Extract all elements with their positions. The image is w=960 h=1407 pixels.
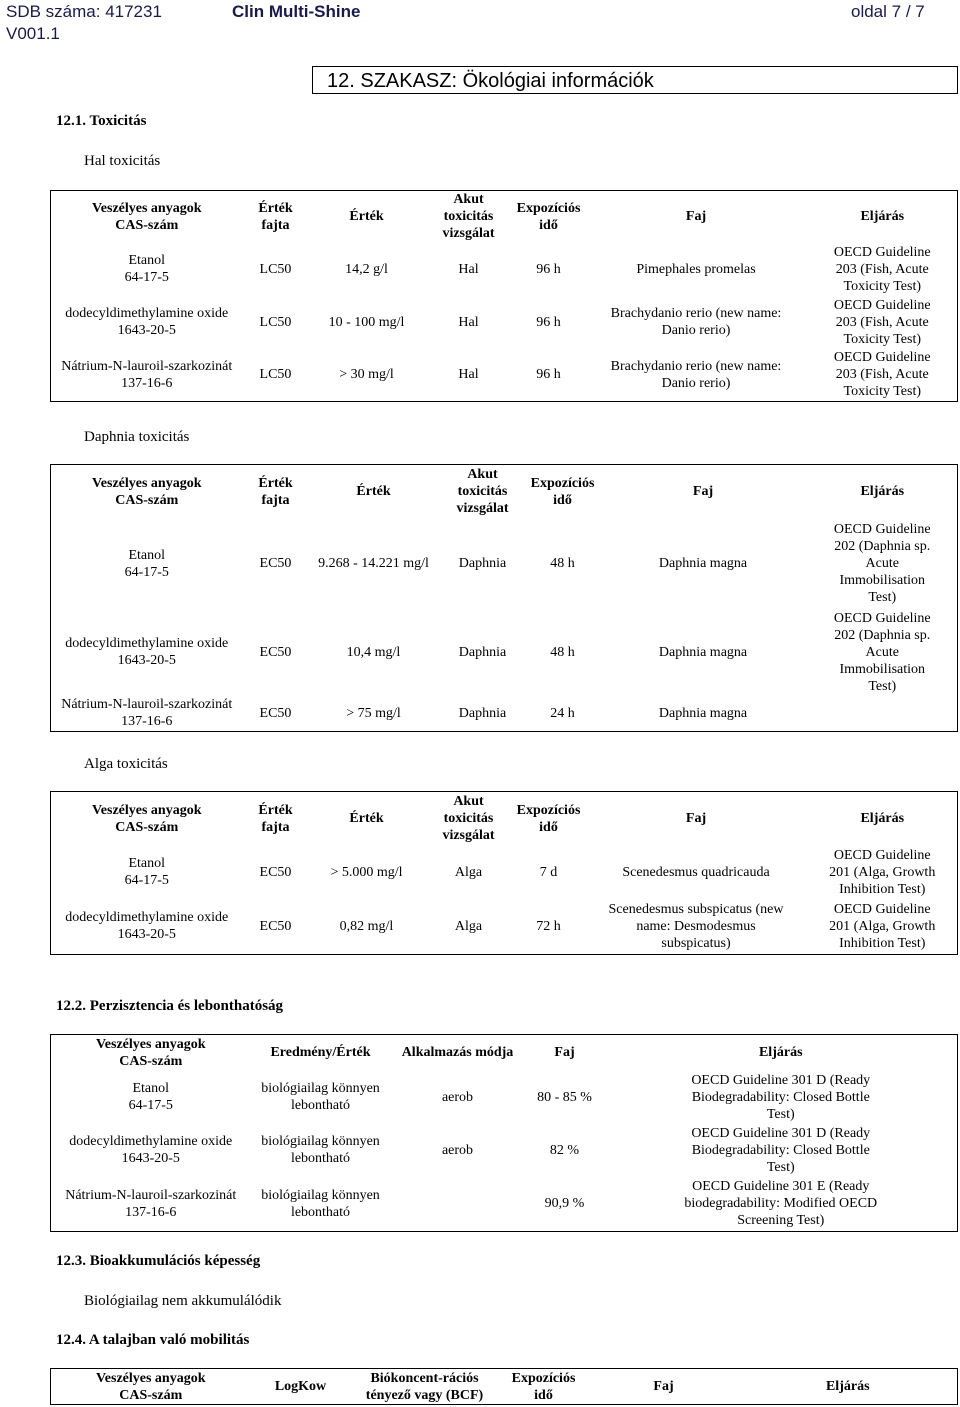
value-type-cell: LC50 (259, 314, 292, 330)
species-cell: Scenedesmus quadricauda (622, 864, 770, 880)
fish-toxicity-table (50, 190, 958, 402)
species-cell: 90,9 % (544, 1196, 585, 1212)
method-cell: OECD Guideline 203 (Fish, Acute Toxicity Test) (833, 244, 931, 294)
col-header: Faj (692, 484, 714, 500)
species-cell: Pimephales promelas (636, 261, 756, 277)
table-row (51, 243, 958, 296)
substance-cell: Nátrium-N-lauroil-szarkozinát 137-16-6 (61, 358, 233, 391)
table-row (51, 1177, 958, 1232)
product-name: Clin Multi-Shine (232, 2, 361, 21)
col-header: LogKow (274, 1379, 327, 1394)
substance-cell: Nátrium-N-lauroil-szarkozinát 137-16-6 (65, 1187, 237, 1220)
col-header: Érték fajta (258, 802, 293, 835)
col-header: Faj (685, 209, 707, 225)
version: V001.1 (6, 24, 60, 43)
test-cell: Alga (454, 918, 483, 934)
col-header: Eljárás (758, 1045, 803, 1061)
col-header: Faj (653, 1379, 674, 1394)
method-cell: OECD Guideline 301 D (Ready Biodegradability: Closed Bottle Test) (691, 1125, 871, 1175)
exposure-cell: 24 h (550, 705, 575, 721)
application-cell: aerob (441, 1089, 474, 1105)
substance-cell: dodecyldimethylamine oxide 1643-20-5 (65, 636, 229, 668)
value-type-cell: EC50 (259, 556, 292, 571)
species-cell: Daphnia magna (658, 556, 748, 571)
value-type-cell: LC50 (259, 367, 292, 383)
col-header: Eljárás (860, 209, 905, 225)
method-cell: OECD Guideline 301 E (Ready biodegradability: Modified OECD Screening Test) (684, 1179, 878, 1229)
method-cell: OECD Guideline 203 (Fish, Acute Toxicity Test) (833, 297, 931, 347)
section-banner: 12. SZAKASZ: Ökológiai információk (312, 66, 958, 94)
species-cell: Brachydanio rerio (new name: Danio rerio) (610, 358, 782, 391)
result-cell: biológiailag könnyen lebontható (261, 1187, 380, 1220)
col-header: Érték fajta (258, 200, 293, 233)
test-cell: Daphnia (458, 705, 507, 721)
value-type-cell: EC50 (259, 644, 292, 660)
section-12-2-title: 12.2. Perzisztencia és lebonthatóság (56, 998, 284, 1014)
substance-cell: Nátrium-N-lauroil-szarkozinát 137-16-6 (61, 697, 233, 730)
table-header-row (51, 465, 958, 519)
species-cell: Scenedesmus subspicatus (new name: Desmodesmus subspicatus) (608, 901, 784, 951)
col-header: Eredmény/Érték (270, 1045, 371, 1061)
col-header: Alkalmazás módja (401, 1045, 514, 1061)
substance-cell: Etanol 64-17-5 (124, 547, 169, 580)
col-header: Expozíciós idő (530, 475, 595, 508)
table-row (51, 349, 958, 402)
value-type-cell: EC50 (259, 705, 292, 721)
table-header-row (51, 1369, 958, 1405)
value-type-cell: LC50 (259, 261, 292, 277)
col-header: Érték (349, 209, 384, 225)
exposure-cell: 48 h (550, 644, 575, 660)
test-cell: Hal (458, 261, 479, 277)
exposure-cell: 7 d (539, 864, 558, 880)
table-row (51, 1071, 958, 1124)
result-cell: biológiailag könnyen lebontható (261, 1081, 380, 1113)
table-row (51, 696, 958, 732)
exposure-cell: 96 h (536, 367, 561, 383)
substance-cell: Etanol 64-17-5 (124, 856, 169, 888)
exposure-cell: 72 h (536, 918, 561, 934)
table-row (51, 846, 958, 899)
test-cell: Alga (454, 864, 483, 880)
method-cell: OECD Guideline 203 (Fish, Acute Toxicity Test) (833, 350, 931, 400)
substance-cell: Etanol 64-17-5 (128, 1081, 173, 1113)
value-cell: > 30 mg/l (339, 367, 394, 383)
species-cell: Daphnia magna (658, 705, 748, 721)
substance-cell: Etanol 64-17-5 (124, 253, 169, 285)
fish-toxicity-title: Hal toxicitás (84, 153, 161, 169)
substance-cell: dodecyldimethylamine oxide 1643-20-5 (65, 910, 229, 943)
col-header: Veszélyes anyagok CAS-szám (95, 1036, 206, 1069)
col-header: Veszélyes anyagok CAS-szám (91, 475, 202, 508)
mobility-table (50, 1368, 958, 1405)
value-cell: > 5.000 mg/l (330, 864, 403, 880)
col-header: Expozíciós idő (511, 1370, 576, 1403)
method-cell: OECD Guideline 202 (Daphnia sp. Acute Immobilisation Test) (833, 522, 931, 605)
daphnia-toxicity-title: Daphnia toxicitás (84, 429, 190, 445)
page-number: oldal 7 / 7 (851, 2, 925, 21)
test-cell: Daphnia (458, 556, 507, 571)
species-cell: 82 % (549, 1142, 580, 1158)
application-cell (391, 1177, 525, 1232)
method-cell (808, 696, 958, 732)
persistence-table (50, 1034, 958, 1232)
col-header: Érték (349, 811, 384, 827)
value-cell: 14,2 g/l (345, 261, 388, 277)
test-cell: Daphnia (458, 644, 507, 660)
method-cell: OECD Guideline 201 (Alga, Growth Inhibition Test) (829, 901, 936, 951)
alga-toxicity-table (50, 791, 958, 955)
col-header: Érték (356, 484, 391, 500)
value-cell: > 75 mg/l (346, 705, 401, 721)
sdb-number: SDB száma: 417231 (6, 2, 162, 21)
value-cell: 10 - 100 mg/l (328, 314, 405, 330)
section-12-3-title: 12.3. Bioakkumulációs képesség (56, 1253, 261, 1269)
test-cell: Hal (458, 314, 479, 330)
exposure-cell: 48 h (550, 556, 575, 571)
method-cell: OECD Guideline 202 (Daphnia sp. Acute Immobilisation Test) (833, 610, 931, 694)
daphnia-toxicity-table (50, 464, 958, 732)
substance-cell: dodecyldimethylamine oxide 1643-20-5 (69, 1134, 233, 1166)
test-cell: Hal (458, 367, 479, 383)
bioaccumulation-text: Biológiailag nem akkumulálódik (84, 1293, 282, 1309)
col-header: Expozíciós idő (516, 200, 581, 233)
col-header: Veszélyes anyagok CAS-szám (91, 200, 202, 233)
col-header: Biókoncent-rációs tényező vagy (BCF) (365, 1370, 484, 1403)
exposure-cell: 96 h (536, 261, 561, 277)
exposure-cell: 96 h (536, 314, 561, 330)
col-header: Akut toxicitás vizsgálat (456, 467, 509, 517)
table-header-row (51, 1035, 958, 1071)
col-header: Faj (554, 1045, 575, 1061)
substance-cell: dodecyldimethylamine oxide 1643-20-5 (65, 306, 229, 338)
col-header: Érték fajta (258, 475, 293, 508)
table-row (51, 609, 958, 696)
result-cell: biológiailag könnyen lebontható (261, 1134, 380, 1166)
alga-toxicity-title: Alga toxicitás (84, 756, 168, 772)
table-row (51, 1124, 958, 1177)
col-header: Eljárás (860, 484, 905, 500)
species-cell: Brachydanio rerio (new name: Danio rerio) (610, 306, 782, 338)
method-cell: OECD Guideline 201 (Alga, Growth Inhibition Test) (829, 847, 936, 897)
value-type-cell: EC50 (259, 864, 292, 880)
value-cell: 0,82 mg/l (339, 918, 394, 934)
col-header: Faj (685, 811, 707, 827)
method-cell: OECD Guideline 301 D (Ready Biodegradability: Closed Bottle Test) (691, 1072, 871, 1122)
value-cell: 10,4 mg/l (346, 644, 401, 660)
table-row (51, 296, 958, 349)
col-header: Akut toxicitás vizsgálat (442, 794, 495, 844)
section-12-1-title: 12.1. Toxicitás (56, 113, 147, 129)
value-cell: 9.268 - 14.221 mg/l (318, 556, 429, 571)
section-12-4-title: 12.4. A talajban való mobilitás (56, 1332, 250, 1348)
col-header: Eljárás (860, 811, 905, 827)
col-header: Veszélyes anyagok CAS-szám (95, 1370, 206, 1403)
table-header-row (51, 792, 958, 846)
col-header: Akut toxicitás vizsgálat (442, 192, 495, 242)
application-cell: aerob (441, 1142, 474, 1158)
table-row (51, 519, 958, 609)
species-cell: 80 - 85 % (537, 1089, 592, 1105)
species-cell: Daphnia magna (658, 644, 748, 660)
table-row (51, 899, 958, 955)
col-header: Eljárás (825, 1379, 870, 1394)
col-header: Expozíciós idő (516, 802, 581, 835)
table-header-row (51, 191, 958, 243)
col-header: Veszélyes anyagok CAS-szám (91, 802, 202, 835)
value-type-cell: EC50 (259, 918, 292, 934)
